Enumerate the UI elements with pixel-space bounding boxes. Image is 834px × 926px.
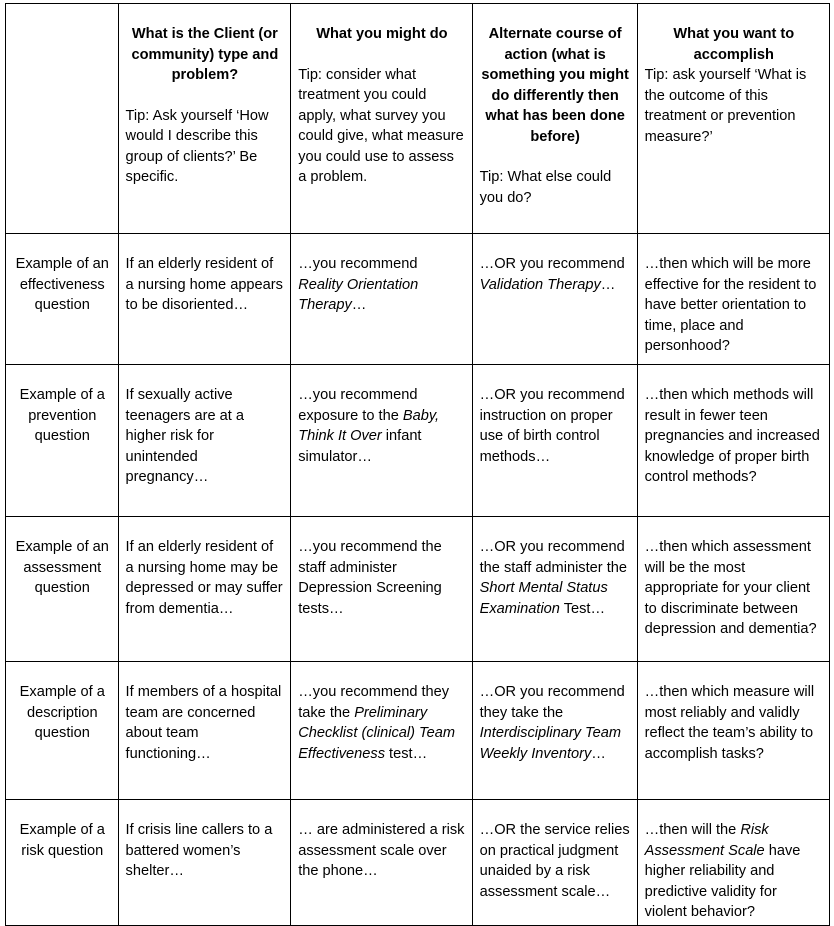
header-row <box>6 4 830 234</box>
row-label-assessment <box>6 517 119 662</box>
cell-alternate <box>472 234 637 365</box>
cell-might <box>291 365 472 517</box>
header-alternate-cell <box>472 4 637 234</box>
header-alternate-title: Alternate course of action (what is something you might do differently then what has been done before) <box>481 26 629 145</box>
row-label-effectiveness <box>6 234 119 365</box>
cell-alternate <box>472 662 637 800</box>
header-want-cell <box>637 4 829 234</box>
header-want-title: What you want to accomplish <box>673 26 795 63</box>
cell-want: …then which assessment will be the most appropriate for your client to discriminate between depression and dementia? <box>637 517 829 662</box>
cell-might: … are administered a risk assessment scale over the phone… <box>291 800 472 926</box>
row-label-text: Example of a prevention question <box>19 387 105 444</box>
cell-text: test… <box>385 745 428 762</box>
cell-want <box>637 800 829 926</box>
cell-text: …you recommend exposure to the <box>298 387 418 424</box>
cell-italic-text: Validation Therapy <box>479 276 601 293</box>
table-row <box>6 365 830 517</box>
cell-italic-text: Baby, Think It Over <box>298 407 440 444</box>
row-label-text: Example of a risk question <box>19 822 105 859</box>
row-label-text: Example of an assessment question <box>15 539 109 596</box>
header-might-tip: Tip: consider what treatment you could apply, what survey you could give, what measure you could use to assess a problem. <box>298 66 464 185</box>
cell-italic-text: Short Mental Status Examination <box>479 580 608 617</box>
cell-text: … <box>591 745 606 762</box>
cell-alternate <box>472 517 637 662</box>
table-row <box>6 800 830 926</box>
row-label-text: Example of an effectiveness question <box>15 256 109 313</box>
cell-want: …then which methods will result in fewer teen pregnancies and increased knowledge of proper birth control methods? <box>637 365 829 517</box>
cell-alternate: …OR the service relies on practical judgment unaided by a risk assessment scale… <box>472 800 637 926</box>
header-might-title: What you might do <box>316 26 448 42</box>
cell-text: … <box>351 297 367 313</box>
cell-text: …you recommend <box>298 256 418 272</box>
cell-client: If sexually active teenagers are at a higher risk for unintended pregnancy… <box>118 365 291 517</box>
cell-client: If members of a hospital team are concerned about team functioning… <box>118 662 291 800</box>
cell-client: If an elderly resident of a nursing home appears to be disoriented… <box>118 234 291 365</box>
pico-question-table <box>5 3 830 926</box>
header-client-cell <box>118 4 291 234</box>
header-might-cell <box>291 4 472 234</box>
header-want-tip: Tip: ask yourself ‘What is the outcome of this treatment or prevention measure?’ <box>644 67 807 145</box>
cell-text: … <box>600 276 616 293</box>
cell-text: …OR you recommend <box>479 256 625 272</box>
cell-alternate: …OR you recommend instruction on proper use of birth control methods… <box>472 365 637 517</box>
cell-text: …you recommend they take the <box>298 684 450 721</box>
row-label-risk <box>6 800 119 926</box>
corner-cell <box>6 4 119 234</box>
table-row <box>6 234 830 365</box>
cell-client: If an elderly resident of a nursing home may be depressed or may suffer from dementia… <box>118 517 291 662</box>
table-row <box>6 517 830 662</box>
cell-italic-text: Risk Assessment Scale <box>644 822 769 859</box>
cell-text: infant simulator… <box>298 428 422 465</box>
cell-italic-text: Interdisciplinary Team Weekly Inventory <box>479 725 622 762</box>
cell-want: …then which will be more effective for the resident to have better orientation to time, place and personhood? <box>637 234 829 365</box>
header-client-tip: Tip: Ask yourself ‘How would I describe this group of clients?’ Be specific. <box>125 107 269 185</box>
header-client-title: What is the Client (or community) type and problem? <box>131 26 279 83</box>
cell-italic-text: Preliminary Checklist (clinical) Team Effectiveness <box>298 704 455 762</box>
cell-might <box>291 234 472 365</box>
cell-client: If crisis line callers to a battered women’s shelter… <box>118 800 291 926</box>
table-row <box>6 662 830 800</box>
cell-might <box>291 662 472 800</box>
row-label-text: Example of a description question <box>19 684 105 741</box>
cell-want: …then which measure will most reliably and validly reflect the team’s ability to accomplish tasks? <box>637 662 829 800</box>
cell-text: …then will the <box>644 822 741 838</box>
cell-might: …you recommend the staff administer Depression Screening tests… <box>291 517 472 662</box>
cell-text: have higher reliability and predictive validity for violent behavior? <box>644 842 801 920</box>
cell-text: …OR you recommend they take the <box>479 684 625 721</box>
cell-text: Test… <box>559 600 606 617</box>
row-label-description <box>6 662 119 800</box>
row-label-prevention <box>6 365 119 517</box>
cell-text: …OR you recommend the staff administer the <box>479 539 627 576</box>
cell-italic-text: Reality Orientation Therapy <box>298 276 419 313</box>
header-alternate-tip: Tip: What else could you do? <box>479 169 612 206</box>
